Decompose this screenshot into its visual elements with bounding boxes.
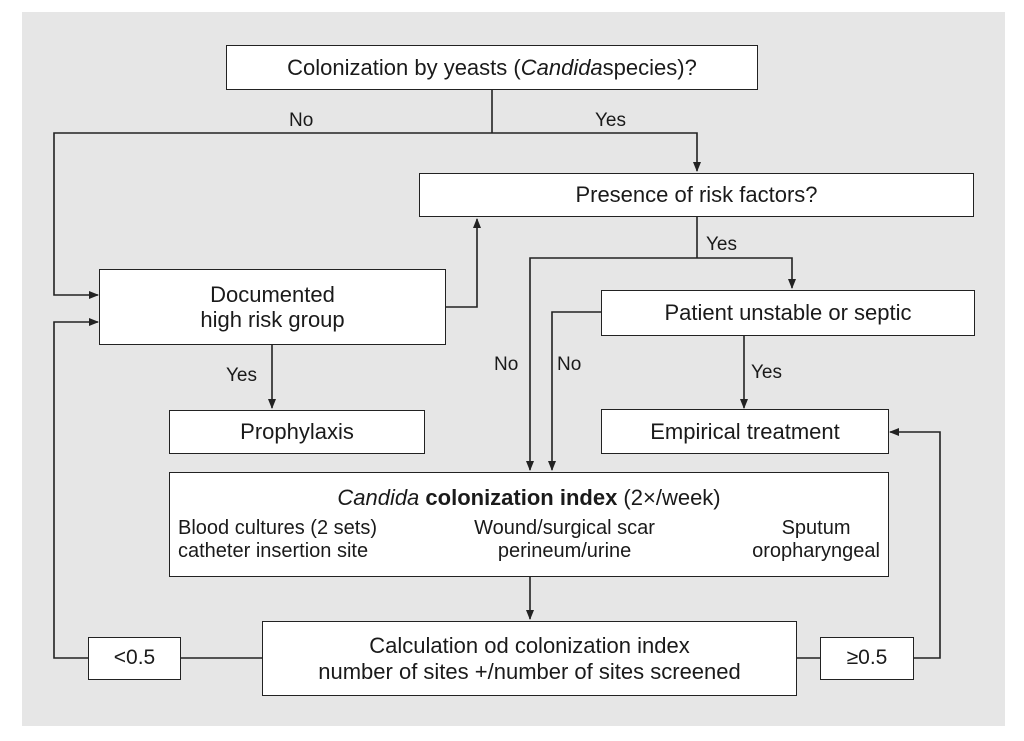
cci-site: Blood cultures (2 sets) (178, 516, 377, 539)
cci-title-bold: colonization index (419, 485, 618, 511)
label-yes-risk: Yes (706, 234, 737, 255)
label-yes-top: Yes (595, 110, 626, 131)
cci-title-italic: Candida (337, 485, 420, 511)
cci-col-3 (752, 517, 880, 564)
cci-site: oropharyngeal (752, 540, 880, 563)
cci-site: Wound/surgical scar (474, 516, 655, 539)
cci-sites (170, 517, 888, 564)
cci-col-2 (474, 517, 655, 564)
node-prophylaxis (169, 410, 425, 454)
node-risk-factors (419, 173, 974, 217)
node-patient-unstable (601, 290, 975, 336)
node-threshold-less (88, 637, 181, 680)
cci-site: perineum/urine (497, 540, 632, 563)
colonization-text-pre: Colonization by yeasts ( (287, 54, 521, 80)
cci-title-rest: (2×/week) (617, 485, 721, 511)
label-no-right: No (557, 354, 582, 375)
cci-site: Sputum (781, 516, 851, 539)
label-yes-unstable: Yes (751, 362, 782, 383)
unstable-text: Patient unstable or septic (664, 300, 912, 326)
threshold-ge-text: ≥0.5 (846, 646, 888, 670)
node-threshold-greater-equal (820, 637, 914, 680)
node-calculation (262, 621, 797, 696)
label-no-left: No (494, 354, 519, 375)
cci-col-1 (178, 517, 377, 564)
edge-yes-to-risk (492, 133, 697, 171)
empirical-text: Empirical treatment (650, 418, 840, 444)
colonization-text-post: species)? (602, 54, 697, 80)
threshold-less-text: <0.5 (113, 646, 156, 670)
node-documented-high-risk (99, 269, 446, 345)
documented-line2: high risk group (200, 307, 345, 332)
colonization-text-italic: Candida (520, 54, 603, 80)
node-colonization (226, 45, 758, 90)
label-yes-documented: Yes (226, 365, 257, 386)
node-candida-colonization-index (169, 472, 889, 577)
label-no-top: No (289, 110, 314, 131)
edge-risk-yes-to-unstable (697, 258, 792, 288)
cci-title (337, 485, 720, 510)
node-empirical-treatment (601, 409, 889, 454)
calculation-line2: number of sites +/number of sites screened (318, 658, 741, 684)
risk-factors-text: Presence of risk factors? (575, 182, 818, 208)
calculation-line1: Calculation od colonization index (369, 633, 690, 659)
cci-site: catheter insertion site (178, 540, 369, 563)
prophylaxis-text: Prophylaxis (240, 419, 354, 445)
edge-unstable-no-to-cci (552, 312, 602, 470)
edge-ge-to-empirical (890, 432, 940, 658)
documented-line1: Documented (210, 281, 335, 307)
edge-documented-to-risk (446, 219, 477, 307)
edge-lt-to-documented (54, 322, 98, 658)
